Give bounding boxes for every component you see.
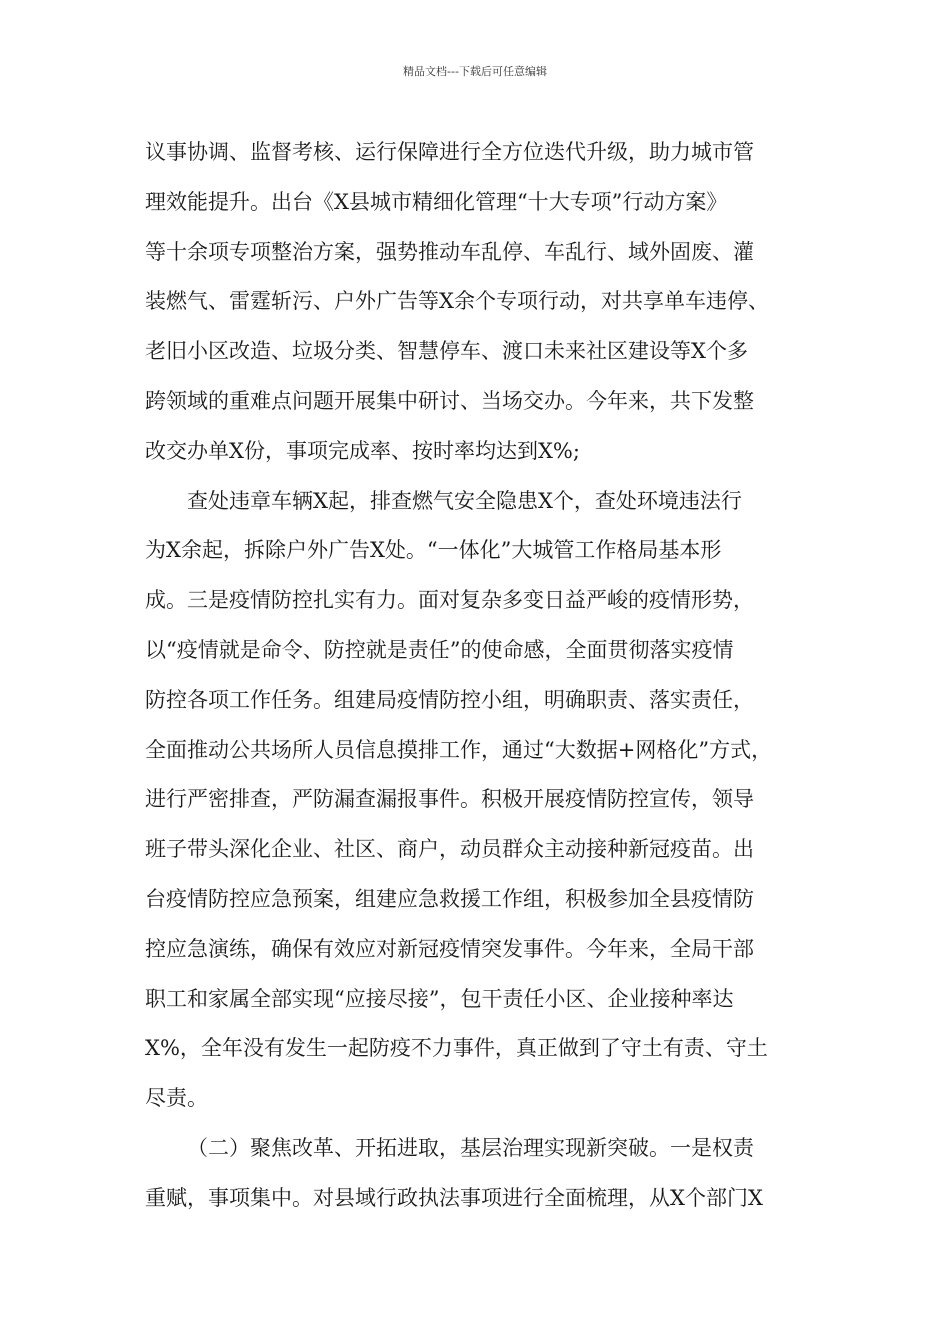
text-line: 查处违章车辆X起，排查燃气安全隐患X个，查处环境违法行 xyxy=(187,488,742,513)
text-line: 职工和家属全部实现“应接尽接”，包干责任小区、企业接种率达 xyxy=(145,986,734,1011)
text-line: 装燃气、雷霆斩污、户外广告等X余个专项行动，对共享单车违停、 xyxy=(145,289,769,314)
text-line: 议事协调、监督考核、运行保障进行全方位迭代升级，助力城市管 xyxy=(145,140,754,164)
text-line: 尽责。 xyxy=(145,1086,208,1111)
text-line: 以“疫情就是命令、防控就是责任”的使命感，全面贯彻落实疫情 xyxy=(145,637,734,662)
text-line: 重赋，事项集中。对县域行政执法事项进行全面梳理，从X个部门X xyxy=(145,1185,763,1210)
document-body xyxy=(145,132,815,1228)
text-line: 台疫情防控应急预案，组建应急救援工作组，积极参加全县疫情防 xyxy=(145,886,754,911)
text-line: 跨领域的重难点问题开展集中研讨、当场交办。今年来，共下发整 xyxy=(145,388,754,413)
text-line: 改交办单X份，事项完成率、按时率均达到X%; xyxy=(145,438,580,463)
text-line: 班子带头深化企业、社区、商户，动员群众主动接种新冠疫苗。出 xyxy=(145,837,754,862)
text-line: 理效能提升。出台《X县城市精细化管理“十大专项”行动方案》 xyxy=(145,189,728,214)
text-line: （二）聚焦改革、开拓进取，基层治理实现新突破。一是权责 xyxy=(187,1135,754,1160)
text-line: 进行严密排查，严防漏查漏报事件。积极开展疫情防控宣传，领导 xyxy=(145,787,754,812)
text-line: 防控各项工作任务。组建局疫情防控小组，明确职责、落实责任， xyxy=(145,687,754,712)
page-header: 精品文档---下载后可任意编辑 xyxy=(403,65,547,78)
text-line: X%，全年没有发生一起防疫不力事件，真正做到了守土有责、守土 xyxy=(145,1036,768,1061)
text-line: 全面推动公共场所人员信息摸排工作，通过“大数据+网格化”方式， xyxy=(145,737,773,762)
text-line: 老旧小区改造、垃圾分类、智慧停车、渡口未来社区建设等X个多 xyxy=(145,339,748,364)
text-line: 成。三是疫情防控扎实有力。面对复杂多变日益严峻的疫情形势， xyxy=(145,588,754,613)
text-line: 为X余起，拆除户外广告X处。“一体化”大城管工作格局基本形 xyxy=(145,538,722,563)
text-line: 控应急演练，确保有效应对新冠疫情突发事件。今年来，全局干部 xyxy=(145,936,754,961)
text-line: 等十余项专项整治方案，强势推动车乱停、车乱行、域外固废、灌 xyxy=(145,239,754,264)
